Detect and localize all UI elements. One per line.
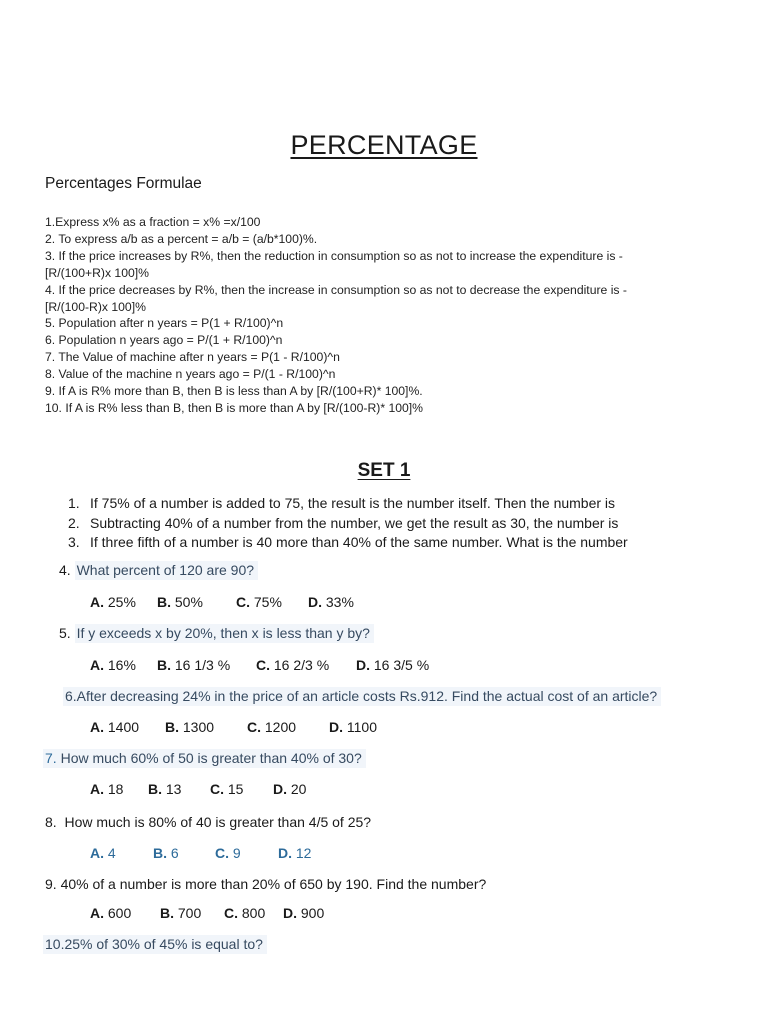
formula-line: 4. If the price decreases by R%, then the increase in consumption so as not to decrease the expenditure is - (45, 282, 627, 297)
formula-line: 3. If the price increases by R%, then the reduction in consumption so as not to increase the expenditure is - (45, 248, 623, 263)
formula-line: 1.Express x% as a fraction = x% =x/100 (45, 215, 261, 229)
list-item-number: 2. (68, 514, 80, 531)
option-b: B. 700 (160, 905, 202, 921)
option-a: A. 18 (90, 781, 124, 797)
option-d: D. 12 (278, 845, 312, 861)
question-6-options (90, 719, 377, 735)
question-text: If y exceeds x by 20%, then x is less than y by? (75, 624, 374, 643)
option-a: A. 600 (90, 905, 132, 921)
option-d: D. 33% (308, 594, 354, 610)
option-a: A. 4 (90, 845, 116, 861)
set-heading: SET 1 (357, 460, 411, 481)
question-4 (59, 562, 258, 578)
question-8-options (90, 845, 311, 861)
option-b: B. 16 1/3 % (157, 657, 231, 673)
formula-line: 6. Population n years ago = P/(1 + R/100)^n (45, 333, 283, 348)
option-d: D. 16 3/5 % (356, 657, 430, 673)
formula-line: 5. Population after n years = P(1 + R/100)^n (45, 316, 284, 331)
list-item-text: If three fifth of a number is 40 more than 40% of the same number. What is the number (90, 534, 628, 550)
question-6 (63, 688, 661, 704)
list-item-number: 3. (68, 534, 80, 550)
question-5 (59, 625, 374, 641)
question-number: 4. (59, 562, 71, 578)
question-number: 7. (45, 750, 57, 766)
formula-line: 2. To express a/b as a percent = a/b = (a/b*100)%. (45, 231, 318, 246)
option-c: C. 1200 (247, 719, 297, 735)
question-9 (45, 876, 486, 892)
formula-line: 10. If A is R% less than B, then B is more than A by [R/(100-R)* 100]% (45, 400, 424, 415)
option-d: D. 900 (283, 905, 325, 921)
question-text: 10.25% of 30% of 45% is equal to? (43, 935, 267, 954)
option-b: B. 1300 (165, 719, 215, 735)
option-c: C. 75% (236, 594, 282, 610)
option-d: D. 20 (273, 781, 307, 797)
formula-line: [R/(100+R)x 100]% (45, 265, 149, 280)
question-8 (45, 814, 371, 830)
formula-line: 9. If A is R% more than B, then B is less than A by [R/(100+R)* 100]%. (45, 384, 423, 399)
option-a: A. 1400 (90, 719, 140, 735)
question-5-options (90, 657, 429, 673)
question-7-options (90, 781, 306, 797)
option-b: B. 6 (153, 845, 179, 861)
option-b: B. 13 (148, 781, 182, 797)
section-subtitle: Percentages Formulae (45, 175, 202, 192)
option-c: C. 16 2/3 % (256, 657, 330, 673)
formula-line: 7. The Value of machine after n years = P(1 - R/100)^n (45, 350, 340, 365)
option-a: A. 16% (90, 657, 136, 673)
question-text: What percent of 120 are 90? (75, 561, 258, 580)
question-text: 9. 40% of a number is more than 20% of 650 by 190. Find the number? (45, 876, 487, 892)
option-c: C. 9 (215, 845, 241, 861)
list-item (68, 494, 628, 514)
formula-line: 8. Value of the machine n years ago = P/(1 - R/100)^n (45, 367, 336, 382)
question-text: How much 60% of 50 is greater than 40% of 30? (60, 750, 362, 766)
question-text: 6.After decreasing 24% in the price of an article costs Rs.912. Find the actual cost of an article? (63, 687, 661, 706)
list-item (68, 514, 628, 534)
list-item-text: If 75% of a number is added to 75, the result is the number itself. Then the number is (90, 495, 616, 511)
question-10 (43, 936, 267, 952)
option-b: B. 50% (157, 594, 203, 610)
formula-line: [R/(100-R)x 100]% (45, 299, 146, 314)
numbered-question-list (68, 494, 628, 553)
question-9-options (90, 905, 324, 921)
option-c: C. 800 (224, 905, 266, 921)
list-item-number: 1. (68, 495, 80, 511)
question-text: 8. How much is 80% of 40 is greater than 4/5 of 25? (45, 814, 372, 830)
list-item (68, 533, 628, 553)
question-number: 5. (59, 625, 71, 641)
option-d: D. 1100 (329, 719, 377, 735)
question-7 (43, 750, 366, 766)
option-a: A. 25% (90, 594, 136, 610)
page-title: PERCENTAGE (290, 130, 478, 160)
question-4-options (90, 594, 354, 610)
option-c: C. 15 (210, 781, 244, 797)
formulae-list (45, 214, 627, 417)
list-item-text: Subtracting 40% of a number from the number, we get the result as 30, the number is (90, 514, 619, 531)
